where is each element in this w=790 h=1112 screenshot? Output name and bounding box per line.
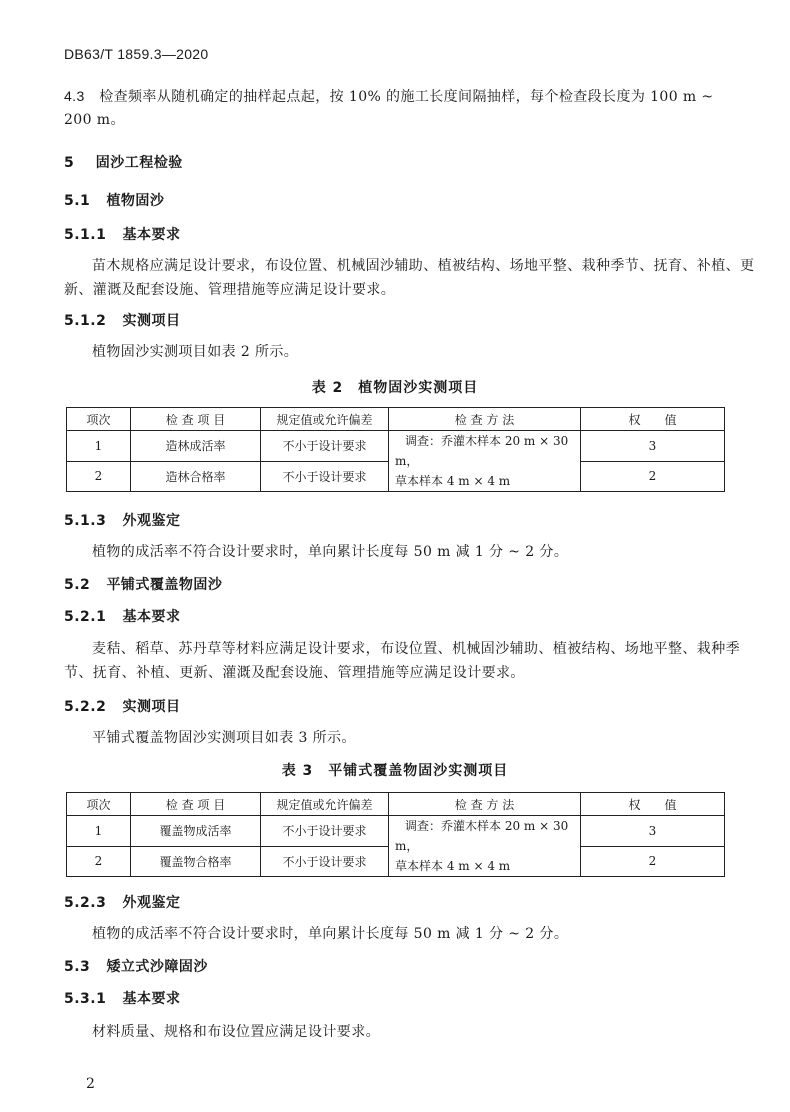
- row-number: 2: [67, 461, 131, 492]
- table-row: [67, 431, 725, 462]
- section-number: 5.2.3: [64, 895, 107, 911]
- header-cell: 权 值: [581, 408, 725, 431]
- method-line: 调查：乔灌木样本 20 m × 30 m，: [395, 819, 569, 853]
- section-title: 实测项目: [122, 699, 181, 715]
- check-item: 覆盖物合格率: [131, 846, 261, 877]
- section-number: 5.2.2: [64, 699, 107, 715]
- paragraph-line: 新、灌溉及配套设施、管理措施等应满足设计要求。: [64, 282, 396, 298]
- section-title: 基本要求: [122, 991, 181, 1007]
- section-title: 固沙工程检验: [95, 155, 183, 171]
- method-line: 草本样本 4 m × 4 m: [395, 474, 511, 488]
- paragraph-line: 苗木规格应满足设计要求，布设位置、机械固沙辅助、植被结构、场地平整、栽种季节、抚育、补植、更: [92, 258, 755, 274]
- section-title: 外观鉴定: [122, 895, 181, 911]
- clause-text-line2: 200 m。: [64, 112, 125, 128]
- section-5-1-heading: [64, 190, 164, 210]
- page-number: 2: [86, 1076, 95, 1092]
- section-number: 5.1: [64, 193, 91, 209]
- requirement: 不小于设计要求: [261, 461, 389, 492]
- table-header-row: [67, 408, 725, 431]
- section-number: 5.1.3: [64, 513, 107, 529]
- header-cell: 项次: [67, 793, 131, 816]
- section-5-1-1-heading: [64, 224, 181, 244]
- section-title: 矮立式沙障固沙: [106, 959, 208, 975]
- table-header-row: [67, 793, 725, 816]
- header-cell: 项次: [67, 408, 131, 431]
- method-line: 调查：乔灌木样本 20 m × 30 m，: [395, 434, 569, 468]
- section-5-3-1-heading: [64, 988, 181, 1008]
- paragraph-line: 材料质量、规格和布设位置应满足设计要求。: [92, 1024, 380, 1040]
- section-5-1-3-heading: [64, 510, 181, 530]
- clause-text-line1: 检查频率从随机确定的抽样起点起，按 10% 的施工长度间隔抽样，每个检查段长度为 100 m ~: [99, 89, 714, 105]
- paragraph-line: 植物的成活率不符合设计要求时，单向累计长度每 50 m 减 1 分 ~ 2 分。: [92, 544, 569, 560]
- section-number: 5.2.1: [64, 609, 107, 625]
- requirement: 不小于设计要求: [261, 846, 389, 877]
- paragraph-line: 节、抚育、补植、更新、灌溉及配套设施、管理措施等应满足设计要求。: [64, 665, 525, 681]
- section-5-2-heading: [64, 574, 222, 594]
- section-5-heading: [64, 152, 183, 172]
- section-title: 平铺式覆盖物固沙: [106, 577, 223, 593]
- row-number: 2: [67, 846, 131, 877]
- weight-value: 3: [581, 816, 725, 847]
- section-number: 5.1.2: [64, 313, 107, 329]
- header-cell: 检 查 项 目: [131, 408, 261, 431]
- section-title: 基本要求: [122, 227, 181, 243]
- paragraph-line: 平铺式覆盖物固沙实测项目如表 3 所示。: [92, 730, 356, 746]
- section-title: 外观鉴定: [122, 513, 181, 529]
- header-cell: 检 查 项 目: [131, 793, 261, 816]
- check-item: 造林成活率: [131, 431, 261, 462]
- section-5-2-1-heading: [64, 606, 181, 626]
- table-row: [67, 816, 725, 847]
- weight-value: 2: [581, 846, 725, 877]
- section-number: 5.3: [64, 959, 91, 975]
- section-number: 5.2: [64, 577, 91, 593]
- check-item: 造林合格率: [131, 461, 261, 492]
- section-number: 5.3.1: [64, 991, 107, 1007]
- header-cell: 检 查 方 法: [389, 408, 581, 431]
- table-2: [66, 407, 725, 492]
- row-number: 1: [67, 431, 131, 462]
- table-3-caption: 表 3 平铺式覆盖物固沙实测项目: [281, 763, 509, 779]
- table-3: [66, 792, 725, 877]
- clause-number: 4.3: [64, 88, 85, 104]
- weight-value: 3: [581, 431, 725, 462]
- section-5-3-heading: [64, 956, 208, 976]
- paragraph-line: 麦秸、稻草、苏丹草等材料应满足设计要求，布设位置、机械固沙辅助、植被结构、场地平整、栽种季: [92, 641, 740, 657]
- requirement: 不小于设计要求: [261, 431, 389, 462]
- paragraph-line: 植物的成活率不符合设计要求时，单向累计长度每 50 m 减 1 分 ~ 2 分。: [92, 926, 569, 942]
- section-5-1-2-heading: [64, 310, 181, 330]
- check-method: [389, 816, 581, 877]
- method-line: 草本样本 4 m × 4 m: [395, 859, 511, 873]
- header-cell: 检 查 方 法: [389, 793, 581, 816]
- header-cell: 规定值或允许偏差: [261, 408, 389, 431]
- paragraph-line: 植物固沙实测项目如表 2 所示。: [92, 344, 299, 360]
- section-5-2-3-heading: [64, 892, 181, 912]
- header-cell: 权 值: [581, 793, 725, 816]
- section-5-2-2-heading: [64, 696, 181, 716]
- clause-4-3: [64, 84, 714, 109]
- row-number: 1: [67, 816, 131, 847]
- section-number: 5.1.1: [64, 227, 107, 243]
- section-title: 实测项目: [122, 313, 181, 329]
- check-item: 覆盖物成活率: [131, 816, 261, 847]
- document-header-id: DB63/T 1859.3—2020: [64, 46, 209, 62]
- weight-value: 2: [581, 461, 725, 492]
- check-method: [389, 431, 581, 492]
- section-number: 5: [64, 155, 75, 171]
- table-2-caption: 表 2 植物固沙实测项目: [311, 380, 479, 396]
- requirement: 不小于设计要求: [261, 816, 389, 847]
- section-title: 基本要求: [122, 609, 181, 625]
- header-cell: 规定值或允许偏差: [261, 793, 389, 816]
- section-title: 植物固沙: [106, 193, 165, 209]
